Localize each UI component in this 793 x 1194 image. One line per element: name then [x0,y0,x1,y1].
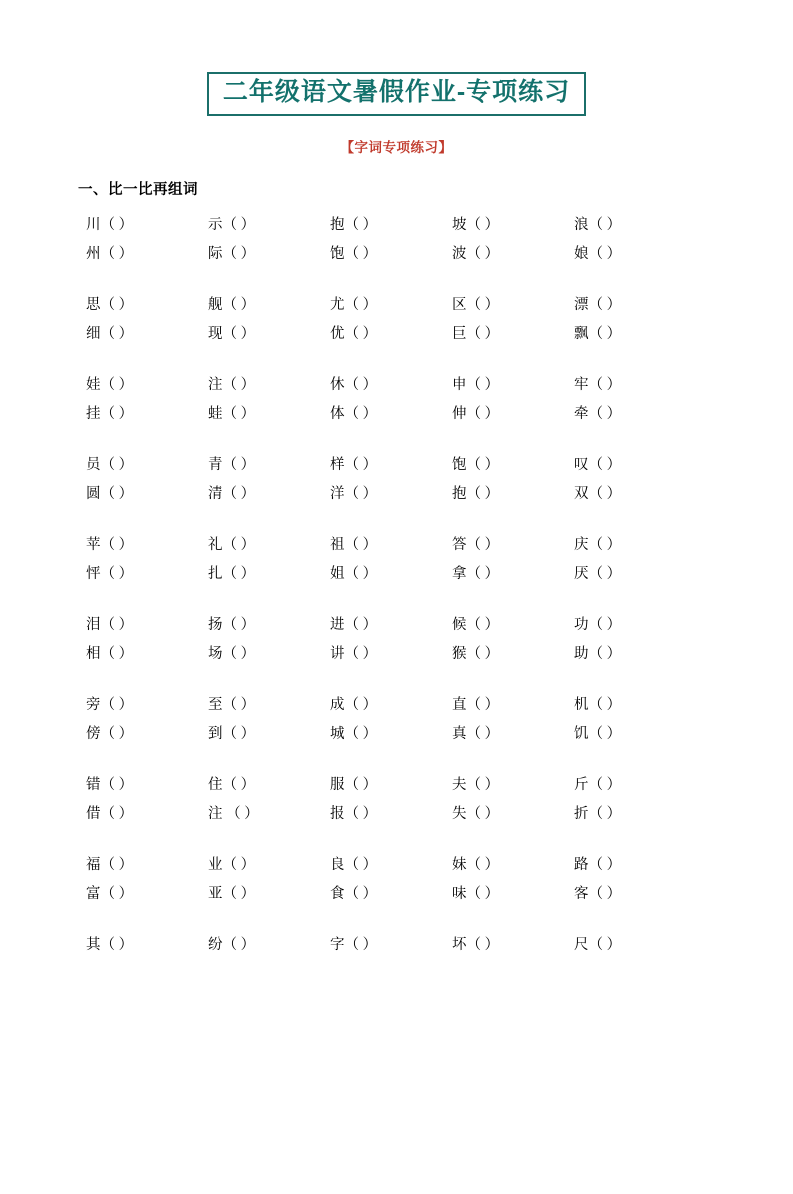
exercise-row [78,640,715,669]
word-blank-cell[interactable]: 舰（ ） [208,296,256,313]
exercise-row [78,240,715,269]
exercise-row [78,611,715,640]
word-blank-cell[interactable]: 机（ ） [574,696,622,713]
exercise-groups [78,211,715,960]
word-blank-cell[interactable]: 样（ ） [330,456,378,473]
word-blank-cell[interactable]: 洋（ ） [330,485,378,502]
word-blank-cell[interactable]: 伸（ ） [452,405,500,422]
word-blank-cell[interactable]: 报（ ） [330,805,378,822]
word-blank-cell[interactable]: 苹（ ） [86,536,134,553]
title-block [78,72,715,116]
word-blank-cell[interactable]: 其（ ） [86,936,134,953]
word-blank-cell[interactable]: 娘（ ） [574,245,622,262]
word-blank-cell[interactable]: 旁（ ） [86,696,134,713]
word-blank-cell[interactable]: 浪（ ） [574,216,622,233]
document-page [0,72,793,1194]
word-blank-cell[interactable]: 妹（ ） [452,856,500,873]
word-blank-cell[interactable]: 娃（ ） [86,376,134,393]
word-blank-cell[interactable]: 拿（ ） [452,565,500,582]
word-blank-cell[interactable]: 州（ ） [86,245,134,262]
word-blank-cell[interactable]: 至（ ） [208,696,256,713]
word-blank-cell[interactable]: 注 （ ） [208,805,259,822]
word-blank-cell[interactable]: 青（ ） [208,456,256,473]
word-blank-cell[interactable]: 飘（ ） [574,325,622,342]
exercise-group [78,531,715,589]
word-blank-cell[interactable]: 直（ ） [452,696,500,713]
word-blank-cell[interactable]: 服（ ） [330,776,378,793]
word-blank-cell[interactable]: 助（ ） [574,645,622,662]
exercise-row [78,931,715,960]
word-blank-cell[interactable]: 尤（ ） [330,296,378,313]
exercise-row [78,400,715,429]
word-blank-cell[interactable]: 际（ ） [208,245,256,262]
word-blank-cell[interactable]: 扬（ ） [208,616,256,633]
word-blank-cell[interactable]: 味（ ） [452,885,500,902]
exercise-row [78,291,715,320]
word-blank-cell[interactable]: 饱（ ） [330,245,378,262]
exercise-group [78,451,715,509]
exercise-group [78,771,715,829]
exercise-group [78,691,715,749]
word-blank-cell[interactable]: 住（ ） [208,776,256,793]
word-blank-cell[interactable]: 扎（ ） [208,565,256,582]
word-blank-cell[interactable]: 波（ ） [452,245,500,262]
word-blank-cell[interactable]: 庆（ ） [574,536,622,553]
word-blank-cell[interactable]: 优（ ） [330,325,378,342]
word-blank-cell[interactable]: 场（ ） [208,645,256,662]
word-blank-cell[interactable]: 饥（ ） [574,725,622,742]
word-blank-cell[interactable]: 相（ ） [86,645,134,662]
word-blank-cell[interactable]: 厌（ ） [574,565,622,582]
word-blank-cell[interactable]: 答（ ） [452,536,500,553]
word-blank-cell[interactable]: 现（ ） [208,325,256,342]
word-blank-cell[interactable]: 圆（ ） [86,485,134,502]
exercise-row [78,691,715,720]
word-blank-cell[interactable]: 错（ ） [86,776,134,793]
word-blank-cell[interactable]: 折（ ） [574,805,622,822]
section-heading: 一、比一比再组词 [78,181,198,198]
word-blank-cell[interactable]: 怦（ ） [86,565,134,582]
word-blank-cell[interactable]: 祖（ ） [330,536,378,553]
word-blank-cell[interactable]: 字（ ） [330,936,378,953]
word-blank-cell[interactable]: 抱（ ） [452,485,500,502]
word-blank-cell[interactable]: 坡（ ） [452,216,500,233]
word-blank-cell[interactable]: 区（ ） [452,296,500,313]
word-blank-cell[interactable]: 牢（ ） [574,376,622,393]
word-blank-cell[interactable]: 挂（ ） [86,405,134,422]
word-blank-cell[interactable]: 良（ ） [330,856,378,873]
word-blank-cell[interactable]: 思（ ） [86,296,134,313]
exercise-row [78,771,715,800]
word-blank-cell[interactable]: 体（ ） [330,405,378,422]
exercise-row [78,560,715,589]
page-title: 二年级语文暑假作业-专项练习 [222,78,571,106]
word-blank-cell[interactable]: 客（ ） [574,885,622,902]
word-blank-cell[interactable]: 真（ ） [452,725,500,742]
word-blank-cell[interactable]: 路（ ） [574,856,622,873]
exercise-group [78,291,715,349]
exercise-row [78,480,715,509]
word-blank-cell[interactable]: 纷（ ） [208,936,256,953]
exercise-group [78,371,715,429]
word-blank-cell[interactable]: 示（ ） [208,216,256,233]
word-blank-cell[interactable]: 休（ ） [330,376,378,393]
word-blank-cell[interactable]: 尺（ ） [574,936,622,953]
word-blank-cell[interactable]: 功（ ） [574,616,622,633]
exercise-row [78,800,715,829]
word-blank-cell[interactable]: 川（ ） [86,216,134,233]
word-blank-cell[interactable]: 细（ ） [86,325,134,342]
word-blank-cell[interactable]: 坏（ ） [452,936,500,953]
word-blank-cell[interactable]: 漂（ ） [574,296,622,313]
word-blank-cell[interactable]: 福（ ） [86,856,134,873]
word-blank-cell[interactable]: 借（ ） [86,805,134,822]
word-blank-cell[interactable]: 姐（ ） [330,565,378,582]
word-blank-cell[interactable]: 斤（ ） [574,776,622,793]
word-blank-cell[interactable]: 傍（ ） [86,725,134,742]
word-blank-cell[interactable]: 申（ ） [452,376,500,393]
exercise-group [78,211,715,269]
word-blank-cell[interactable]: 员（ ） [86,456,134,473]
word-blank-cell[interactable]: 失（ ） [452,805,500,822]
exercise-row [78,371,715,400]
word-blank-cell[interactable]: 讲（ ） [330,645,378,662]
word-blank-cell[interactable]: 候（ ） [452,616,500,633]
exercise-group [78,611,715,669]
exercise-row [78,320,715,349]
word-blank-cell[interactable]: 泪（ ） [86,616,134,633]
word-blank-cell[interactable]: 注（ ） [208,376,256,393]
word-blank-cell[interactable]: 成（ ） [330,696,378,713]
word-blank-cell[interactable]: 食（ ） [330,885,378,902]
exercise-row [78,880,715,909]
word-blank-cell[interactable]: 进（ ） [330,616,378,633]
exercise-row [78,851,715,880]
word-blank-cell[interactable]: 富（ ） [86,885,134,902]
word-blank-cell[interactable]: 夫（ ） [452,776,500,793]
exercise-row [78,211,715,240]
word-blank-cell[interactable]: 巨（ ） [452,325,500,342]
word-blank-cell[interactable]: 蛙（ ） [208,405,256,422]
word-blank-cell[interactable]: 业（ ） [208,856,256,873]
exercise-row [78,451,715,480]
title-box [207,72,586,116]
word-blank-cell[interactable]: 叹（ ） [574,456,622,473]
word-blank-cell[interactable]: 清（ ） [208,485,256,502]
word-blank-cell[interactable]: 饱（ ） [452,456,500,473]
word-blank-cell[interactable]: 牵（ ） [574,405,622,422]
exercise-row [78,720,715,749]
subtitle: 【字词专项练习】 [340,139,453,155]
exercise-group [78,851,715,909]
word-blank-cell[interactable]: 城（ ） [330,725,378,742]
exercise-group [78,931,715,960]
word-blank-cell[interactable]: 亚（ ） [208,885,256,902]
word-blank-cell[interactable]: 双（ ） [574,485,622,502]
exercise-row [78,531,715,560]
word-blank-cell[interactable]: 抱（ ） [330,216,378,233]
word-blank-cell[interactable]: 礼（ ） [208,536,256,553]
word-blank-cell[interactable]: 到（ ） [208,725,256,742]
word-blank-cell[interactable]: 猴（ ） [452,645,500,662]
